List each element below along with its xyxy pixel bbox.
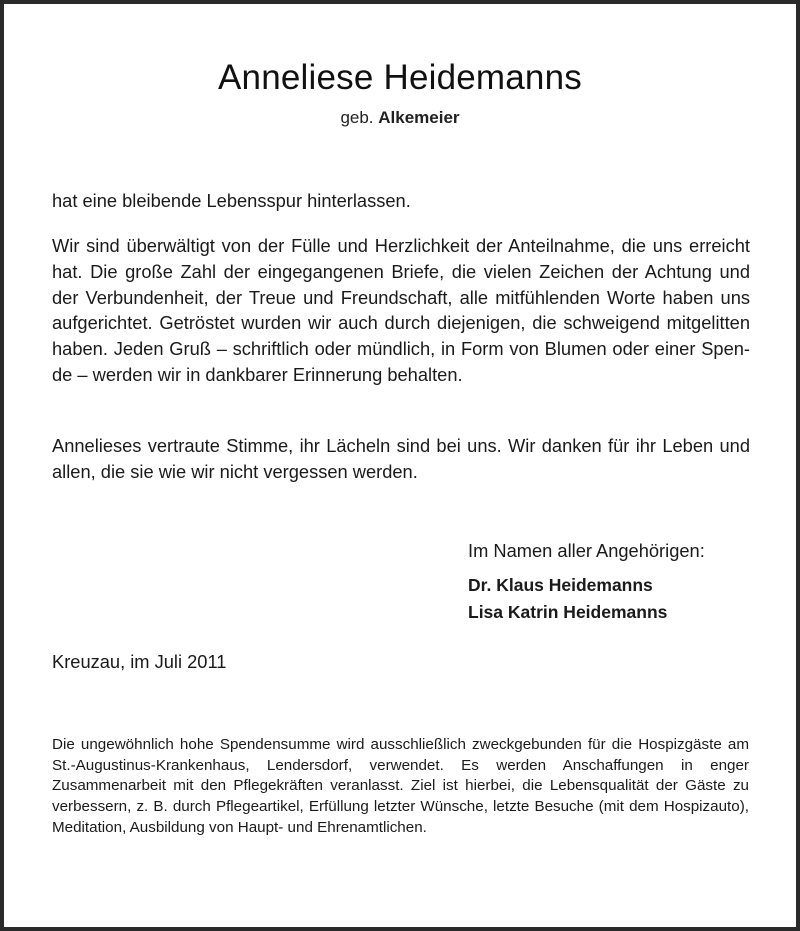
- closing-paragraph: Annelieses vertraute Stimme, ihr Lächeln sind bei uns. Wir danken für ihr Leben und allen, die sie wie wir nicht vergessen werden.: [52, 435, 750, 482]
- maiden-prefix: geb.: [340, 108, 374, 127]
- maiden-name: Alkemeier: [378, 108, 460, 127]
- signature-name-2: Lisa Katrin Heidemanns: [468, 601, 668, 622]
- maiden-name-line: [0, 108, 800, 128]
- signature-intro: Im Namen aller Angehörigen:: [468, 540, 705, 561]
- place-date: Kreuzau, im Juli 2011: [52, 651, 227, 672]
- signature-name-1: Dr. Klaus Heidemanns: [468, 574, 653, 595]
- thanks-paragraph: Wir sind überwältigt von der Fülle und Herzlichkeit der Anteilnahme, die uns erreicht hat. Die große Zahl der eingegangenen Briefe, die vielen Zeichen der Achtung und der Verbundenheit, der Treue und Freundschaft, alle mitfühlenden Worte haben uns aufgerichtet. Getröstet wurden wir auch durch diejenigen, die schweigend mitgelitten haben. Jeden Gruß – schriftlich oder mündlich, in Form von Blumen oder einer Spende – werden wir in dankbarer Erinnerung behalten.: [52, 235, 750, 385]
- deceased-name: Anneliese Heidemanns: [218, 58, 582, 97]
- donation-note: Die ungewöhnlich hohe Spendensumme wird ausschließlich zweckgebunden für die Hospizgäste am St.-Augustinus-Krankenhaus, Lendersdorf, verwendet. Es werden Anschaffungen in enger Zusammenarbeit mit den Pflegekräften veranlasst. Ziel ist hierbei, die Lebensqualität der Gäste zu verbessern, z. B. durch Pflegeartikel, Erfüllung letzter Wünsche, letzte Besuche (mit dem Hospizauto), Meditation, Ausbildung von Haupt- und Ehrenamtlichen.: [52, 736, 749, 836]
- signature-names: [468, 572, 705, 626]
- signature-block: [468, 538, 705, 626]
- intro-paragraph: hat eine bleibende Lebensspur hinterlassen.: [52, 190, 411, 211]
